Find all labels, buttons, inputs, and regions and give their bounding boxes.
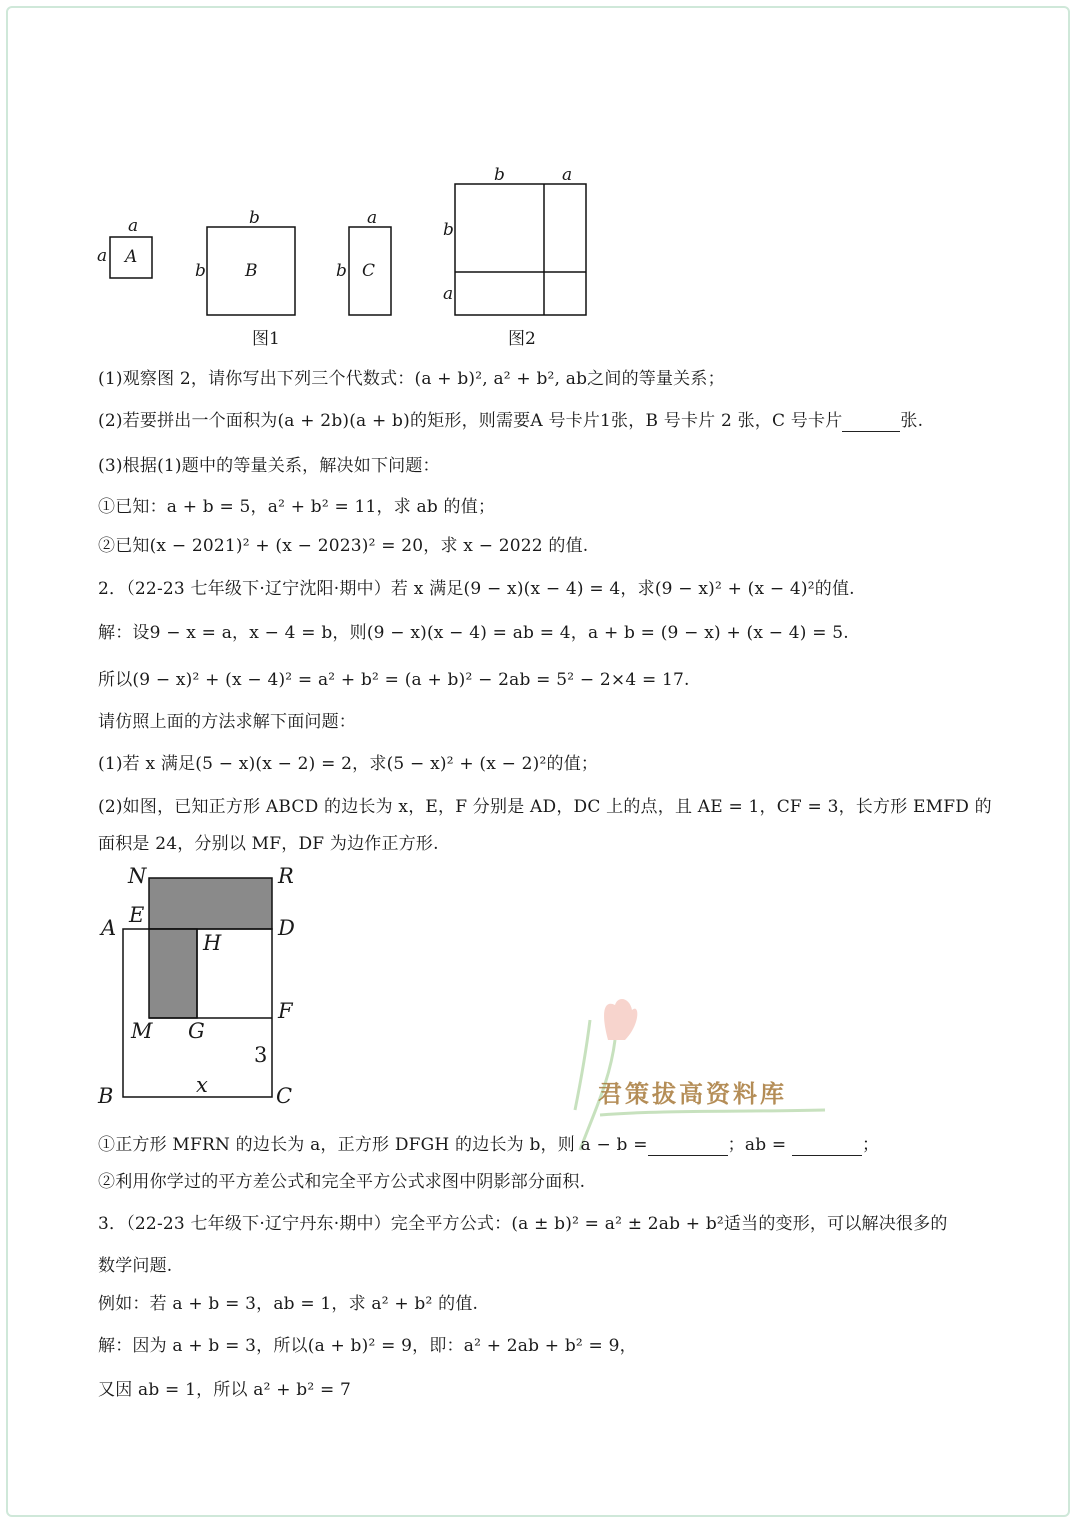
fig3-label-g: G — [188, 1019, 205, 1043]
fig3-label-e: E — [129, 903, 145, 927]
fig2-left-top: b — [443, 220, 454, 240]
card-a-name: A — [125, 247, 138, 267]
watermark-text: 君策拔高资料库 — [598, 1080, 787, 1108]
card-c-name: C — [362, 261, 376, 281]
fig3-label-r: R — [278, 864, 294, 888]
shade-top — [149, 878, 272, 929]
q2-sub1-tail: ； — [861, 1135, 880, 1155]
fig2-top-left: b — [494, 165, 505, 185]
card-b-name: B — [245, 261, 258, 281]
fig3-label-h: H — [203, 931, 222, 955]
card-b-left-label: b — [195, 261, 206, 281]
fig3-label-b: B — [98, 1084, 114, 1108]
q1-part1: (1)观察图 2，请你写出下列三个代数式：(a + b)², a² + b², ab之间的等量关系； — [98, 369, 725, 389]
q3-head-2: 数学问题. — [98, 1256, 173, 1276]
q1-part2 — [98, 406, 923, 432]
q2-part2-a: (2)如图，已知正方形 ABCD 的边长为 x，E，F 分别是 AD，DC 上的点，且 AE = 1，CF = 3，长方形 EMFD 的 — [98, 797, 992, 817]
q2-sub1-mid: ；ab = — [727, 1135, 787, 1155]
q1-answer-blank[interactable] — [842, 411, 900, 432]
q3-solution-2: 又因 ab = 1，所以 a² + b² = 7 — [98, 1380, 352, 1400]
shade-left — [149, 929, 197, 1018]
fig2-top-right: a — [562, 165, 573, 185]
figure1-caption: 图1 — [252, 329, 280, 349]
q2-prompt: 请仿照上面的方法求解下面问题： — [98, 712, 356, 732]
figure3-geometry — [123, 878, 272, 1097]
q1-part3-1: ①已知：a + b = 5，a² + b² = 11，求 ab 的值； — [98, 497, 496, 517]
q2-solution-1: 解：设9 − x = a，x − 4 = b，则(9 − x)(x − 4) = ab = 4，a + b = (9 − x) + (x − 4) = 5. — [98, 623, 849, 643]
card-c-left-label: b — [336, 261, 347, 281]
a-minus-b-blank[interactable] — [648, 1135, 728, 1156]
fig3-label-3: 3 — [254, 1043, 268, 1067]
card-a-left-label: a — [97, 246, 108, 266]
q2-part1: (1)若 x 满足(5 − x)(x − 2) = 2，求(5 − x)² + (x − 2)²的值； — [98, 754, 599, 774]
q3-example: 例如：若 a + b = 3，ab = 1，求 a² + b² 的值. — [98, 1294, 479, 1314]
fig3-label-a: A — [101, 916, 117, 940]
ab-blank[interactable] — [792, 1135, 862, 1156]
fig3-label-x: x — [196, 1073, 208, 1097]
figure2-caption: 图2 — [508, 329, 536, 349]
q3-head: 3．（22-23 七年级下·辽宁丹东·期中）完全平方公式：(a ± b)² = a² ± 2ab + b²适当的变形，可以解决很多的 — [98, 1214, 948, 1234]
q3-solution-1: 解：因为 a + b = 3，所以(a + b)² = 9，即：a² + 2ab + b² = 9， — [98, 1336, 637, 1356]
fig3-label-n: N — [128, 864, 147, 888]
q2-sub1-text: ①正方形 MFRN 的边长为 a，正方形 DFGH 的边长为 b，则 a − b = — [98, 1135, 648, 1155]
fig3-label-f: F — [278, 999, 293, 1023]
q1-part3-2: ②已知(x − 2021)² + (x − 2023)² = 20，求 x − 2022 的值. — [98, 536, 589, 556]
fig3-label-m: M — [131, 1019, 153, 1043]
q1-part2-tail: 张. — [900, 411, 924, 431]
q1-part3: (3)根据(1)题中的等量关系，解决如下问题： — [98, 456, 440, 476]
fig2-outer — [455, 184, 586, 315]
fig3-label-d: D — [278, 916, 295, 940]
q1-part2-text: (2)若要拼出一个面积为(a + 2b)(a + b)的矩形，则需要A 号卡片1张，B 号卡片 2 张，C 号卡片 — [98, 411, 843, 431]
q2-sub1 — [98, 1130, 879, 1156]
q2-part2-b: 面积是 24，分别以 MF，DF 为边作正方形. — [98, 834, 439, 854]
fig3-label-c: C — [276, 1084, 293, 1108]
card-b-top-label: b — [249, 208, 260, 228]
q2-solution-2: 所以(9 − x)² + (x − 4)² = a² + b² = (a + b)² − 2ab = 5² − 2×4 = 17. — [98, 670, 690, 690]
card-a-top-label: a — [128, 216, 139, 236]
fig2-left-bottom: a — [443, 284, 454, 304]
card-c-top-label: a — [367, 208, 378, 228]
q2-head: 2．（22-23 七年级下·辽宁沈阳·期中）若 x 满足(9 − x)(x − 4) = 4，求(9 − x)² + (x − 4)²的值. — [98, 579, 855, 599]
q2-sub2: ②利用你学过的平方差公式和完全平方公式求图中阴影部分面积. — [98, 1172, 586, 1192]
